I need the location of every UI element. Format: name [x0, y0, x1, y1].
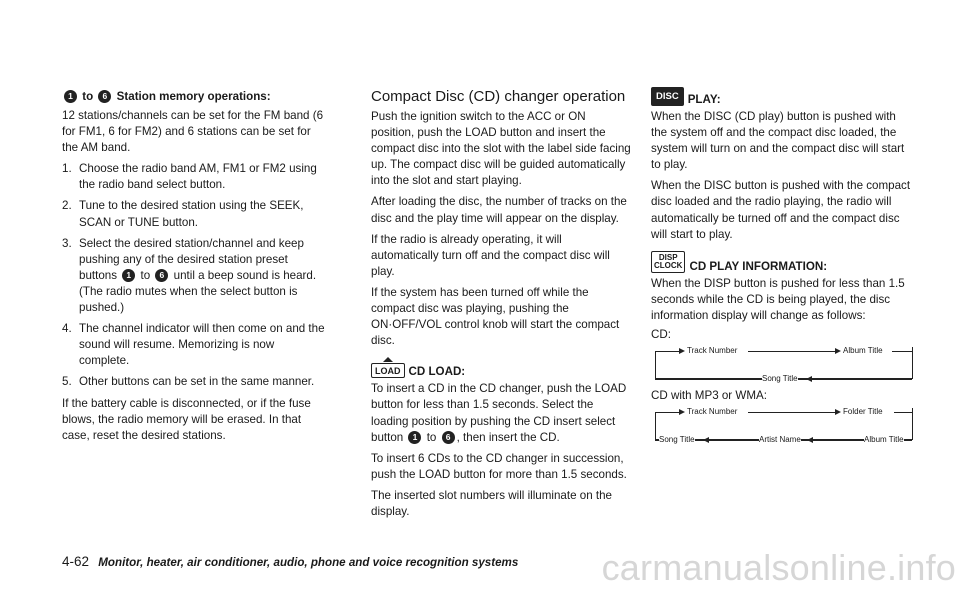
circled-number-icon: 6 [442, 431, 455, 444]
circled-number-icon: 1 [408, 431, 421, 444]
paragraph: The inserted slot numbers will illuminate on the display. [371, 488, 613, 518]
station-memory-outro: If the battery cable is disconnected, or if the fuse blows, the radio memory will be erased. In that case, reset the desired stations. [62, 396, 311, 442]
cd-label: CD: [651, 328, 671, 342]
paragraph: If the radio is already operating, it will automatically turn off and the compact disc will play. [371, 232, 610, 278]
cd-play-info-heading: DISP CLOCK CD PLAY INFORMATION: [651, 251, 911, 273]
paragraph: When the DISP button is pushed for less than 1.5 seconds while the CD is being played, the disc information display will change as follows: [651, 276, 905, 322]
list-item: 5. Other buttons can be set in the same manner. [62, 375, 315, 389]
paragraph: Push the ignition switch to the ACC or ON position, push the LOAD button and insert the compact disc into the slot with the label side facing up. The compact disc will be guided automatically into the slot and start playing. [371, 110, 631, 188]
circled-number-icon: 6 [98, 90, 111, 103]
mp3-display-cycle-diagram: Track Number Folder Title Song Title Artist Name Album Title [655, 408, 913, 440]
site-watermark: carmanualsonline.info [601, 547, 956, 588]
play-heading: DISC PLAY: [651, 87, 911, 106]
arrow-right-icon [679, 409, 685, 415]
column-cd-changer [371, 87, 631, 525]
paragraph: To insert 6 CDs to the CD changer in succession, push the LOAD button for more than 1.5 seconds. [371, 451, 627, 481]
list-item: 1. Choose the radio band AM, FM1 or FM2 using the radio band select button. [62, 162, 317, 192]
paragraph: If the system has been turned off while the compact disc was playing, pushing the ON·OFF/VOL control knob will start the compact disc. [371, 285, 620, 348]
arrow-left-icon [806, 376, 812, 382]
section-title: Compact Disc (CD) changer operation [371, 88, 626, 105]
station-memory-heading: 1 to 6 Station memory operations: [62, 89, 326, 105]
diagram-left-bar [655, 351, 656, 379]
list-item: 4. The channel indicator will then come on and the sound will resume. Memorizing is now complete. [62, 322, 325, 368]
page-footer [62, 555, 518, 570]
disp-clock-button-icon: DISP CLOCK [651, 251, 685, 273]
arrow-left-icon [807, 437, 813, 443]
column-cd-play [651, 87, 911, 449]
circled-number-icon: 1 [64, 90, 77, 103]
paragraph: When the DISC button is pushed with the compact disc loaded and the radio playing, the radio will automatically be turned off and the compact disc will start to play. [651, 179, 911, 241]
list-item: 3. Select the desired station/channel and keep pushing any of the desired station preset buttons 1 to 6 until a beep sound is heard. (The radio mutes when the select button is pushed.) [62, 236, 317, 315]
paragraph: To insert a CD in the CD changer, push the LOAD button for less than 1.5 seconds. Select the loading position by pushing the CD insert select button 1 to 6 , then insert the CD. [371, 382, 627, 444]
mp3-label: CD with MP3 or WMA: [651, 389, 767, 403]
circled-number-icon: 6 [155, 269, 168, 282]
arrow-right-icon [835, 348, 841, 354]
list-item: 2. Tune to the desired station using the SEEK, SCAN or TUNE button. [62, 199, 304, 229]
arrow-right-icon [679, 348, 685, 354]
disc-button-icon: DISC [651, 87, 684, 106]
column-station-memory [62, 89, 326, 449]
circled-number-icon: 1 [122, 269, 135, 282]
arrow-right-icon [835, 409, 841, 415]
paragraph: After loading the disc, the number of tracks on the disc and the play time will appear on the display. [371, 195, 627, 225]
chapter-title: Monitor, heater, air conditioner, audio, phone and voice recognition systems [98, 556, 519, 569]
cd-load-heading: LOAD CD LOAD: [371, 363, 631, 378]
load-button-icon: LOAD [371, 363, 405, 378]
arrow-left-icon [703, 437, 709, 443]
cd-display-cycle-diagram: Track Number Album Title Song Title [655, 347, 913, 379]
page-number: 4-62 [62, 554, 90, 569]
paragraph: When the DISC (CD play) button is pushed with the system off and the compact disc loaded, the system will turn on and the compact disc will start to play. [651, 110, 905, 172]
station-memory-intro: 12 stations/channels can be set for the FM band (6 for FM1, 6 for FM2) and 6 stations can be set for the AM band. [62, 109, 324, 155]
